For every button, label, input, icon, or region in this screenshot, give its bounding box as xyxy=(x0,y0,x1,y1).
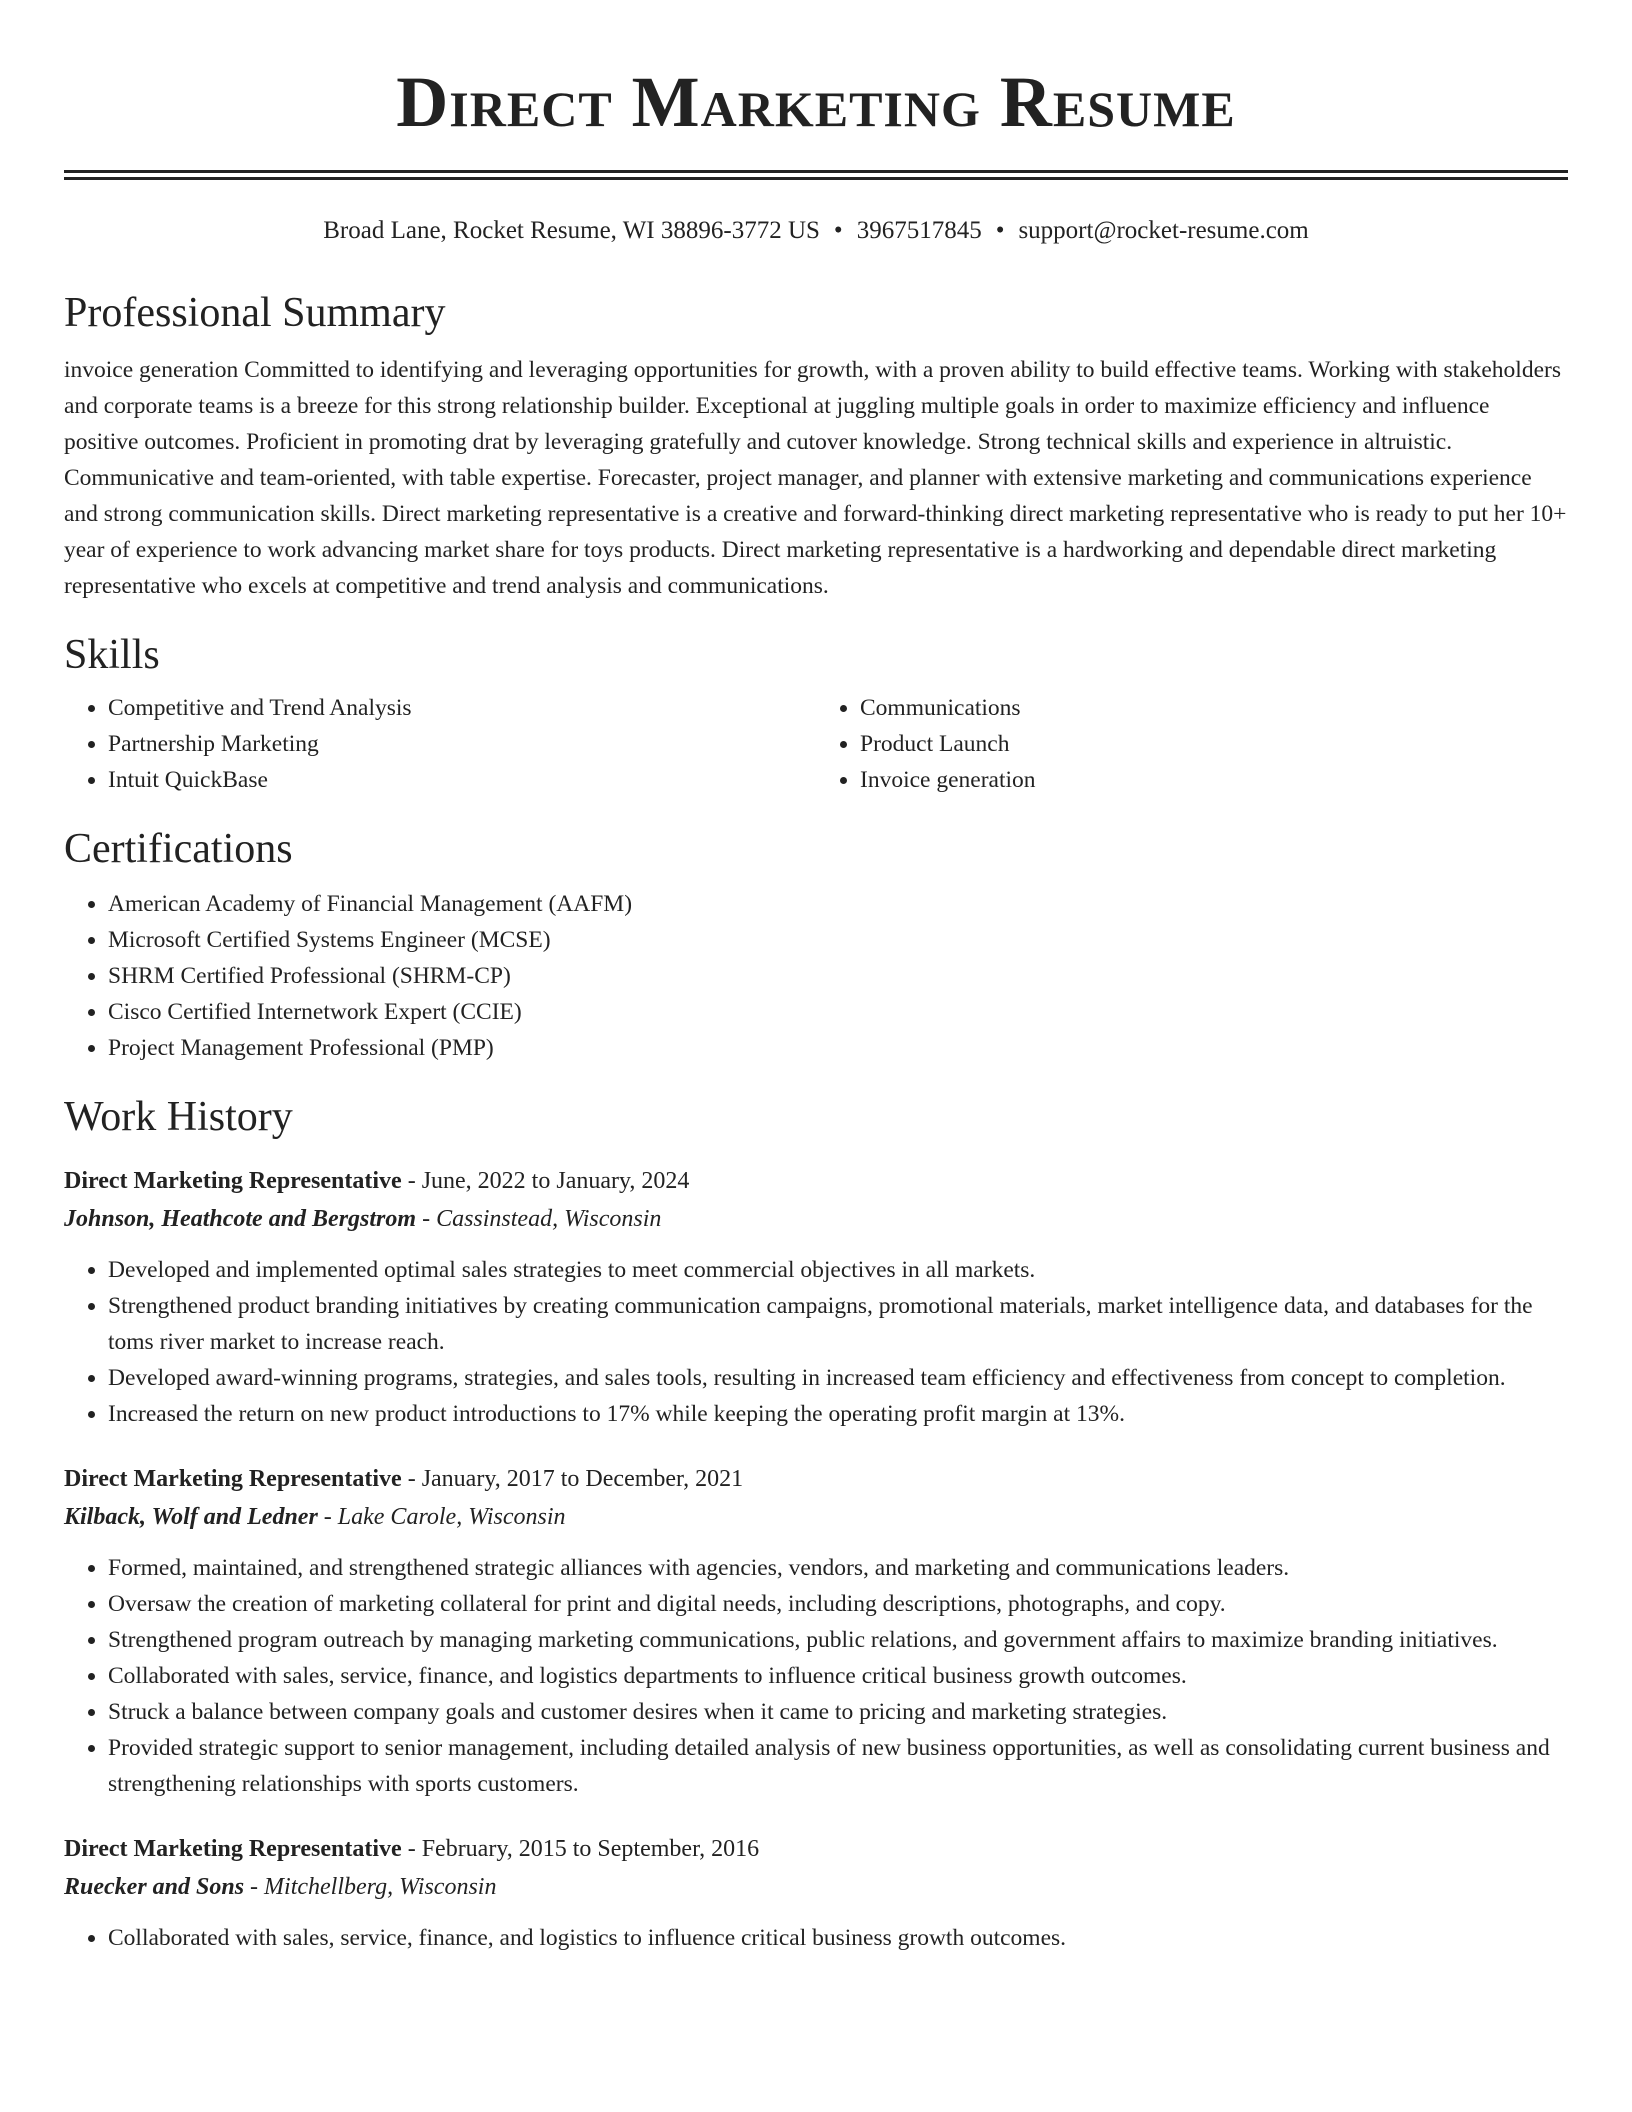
job-dash: - xyxy=(416,1206,437,1232)
contact-separator: • xyxy=(995,217,1005,244)
job-bullet: • Strengthened program outreach by managing marketing communications, public relations, and government affairs to maximize branding initiatives. xyxy=(108,1622,1568,1658)
skills-list xyxy=(64,690,1568,798)
job-employer xyxy=(64,1498,1568,1536)
job-role: Direct Marketing Representative xyxy=(64,1836,402,1862)
job-bullet: • Strengthened product branding initiatives by creating communication campaigns, promotional materials, market intelligence data, and databases for the toms river market to increase reach. xyxy=(108,1288,1568,1360)
job-header xyxy=(64,1460,1568,1498)
job-location: Lake Carole, Wisconsin xyxy=(337,1504,566,1530)
summary-heading: Professional Summary xyxy=(64,290,446,336)
job-role: Direct Marketing Representative xyxy=(64,1168,402,1194)
skills-column-left xyxy=(64,690,816,798)
job-bullets xyxy=(64,1252,1568,1432)
job-bullet: • Collaborated with sales, service, finance, and logistics to influence critical business growth outcomes. xyxy=(108,1920,1568,1956)
job-dates: January, 2017 to December, 2021 xyxy=(421,1466,744,1492)
job-header xyxy=(64,1162,1568,1200)
contact-line xyxy=(64,214,1568,248)
skills-heading: Skills xyxy=(64,632,160,678)
job-company: Kilback, Wolf and Ledner xyxy=(64,1504,318,1530)
skill-item: • Partnership Marketing xyxy=(108,726,816,762)
job-employer xyxy=(64,1868,1568,1906)
job-entry xyxy=(64,1830,1568,1956)
skills-column-right xyxy=(816,690,1568,798)
contact-email: support@rocket-resume.com xyxy=(1018,217,1309,244)
job-role: Direct Marketing Representative xyxy=(64,1466,402,1492)
job-dash: - xyxy=(401,1836,422,1862)
job-bullet: • Collaborated with sales, service, finance, and logistics departments to influence critical business growth outcomes. xyxy=(108,1658,1568,1694)
contact-address: Broad Lane, Rocket Resume, WI 38896-3772 US xyxy=(323,217,820,244)
job-bullet: • Developed award-winning programs, strategies, and sales tools, resulting in increased team efficiency and effectiveness from concept to completion. xyxy=(108,1360,1568,1396)
certifications-heading: Certifications xyxy=(64,826,293,872)
job-dash: - xyxy=(401,1168,422,1194)
work-history-heading: Work History xyxy=(64,1094,293,1140)
job-bullets xyxy=(64,1920,1568,1956)
skill-item: • Competitive and Trend Analysis xyxy=(108,690,816,726)
certification-item: • Microsoft Certified Systems Engineer (MCSE) xyxy=(108,922,1568,958)
certification-item: • SHRM Certified Professional (SHRM-CP) xyxy=(108,958,1568,994)
job-header xyxy=(64,1830,1568,1868)
contact-phone: 3967517845 xyxy=(856,217,982,244)
summary-text: invoice generation Committed to identifying and leveraging opportunities for growth, with a proven ability to build effective teams. Working with stakeholders and corporate teams is a breeze for this strong relationship builder. Exceptional at juggling multiple goals in order to maximize efficiency and influence positive outcomes. Proficient in promoting drat by leveraging gratefully and cutover knowledge. Strong technical skills and experience in altruistic. Communicative and team-oriented, with table expertise. Forecaster, project manager, and planner with extensive marketing and communications experience and strong communication skills. Direct marketing representative is a creative and forward-thinking direct marketing representative who is ready to put her 10+ year of experience to work advancing market share for toys products. Direct marketing representative is a hardworking and dependable direct marketing representative who excels at competitive and trend analysis and communications. xyxy=(64,357,1567,599)
job-dash: - xyxy=(401,1466,422,1492)
job-employer xyxy=(64,1200,1568,1238)
certification-item: • American Academy of Financial Management (AAFM) xyxy=(108,886,1568,922)
job-bullets xyxy=(64,1550,1568,1802)
job-bullet: • Provided strategic support to senior management, including detailed analysis of new business opportunities, as well as consolidating current business and strengthening relationships with sports customers. xyxy=(108,1730,1568,1802)
certification-item: • Project Management Professional (PMP) xyxy=(108,1030,1568,1066)
job-entry xyxy=(64,1162,1568,1432)
skill-item: • Product Launch xyxy=(860,726,1568,762)
skill-item: • Invoice generation xyxy=(860,762,1568,798)
job-dash: - xyxy=(317,1504,338,1530)
page-title: Direct Marketing Resume xyxy=(396,62,1236,142)
certifications-list xyxy=(64,886,1568,1066)
job-dash: - xyxy=(244,1874,265,1900)
skill-item: • Intuit QuickBase xyxy=(108,762,816,798)
skill-item: • Communications xyxy=(860,690,1568,726)
job-bullet: • Struck a balance between company goals and customer desires when it came to pricing and marketing strategies. xyxy=(108,1694,1568,1730)
job-bullet: • Developed and implemented optimal sales strategies to meet commercial objectives in all markets. xyxy=(108,1252,1568,1288)
job-bullet: • Oversaw the creation of marketing collateral for print and digital needs, including descriptions, photographs, and copy. xyxy=(108,1586,1568,1622)
job-location: Mitchellberg, Wisconsin xyxy=(264,1874,497,1900)
job-bullet: • Formed, maintained, and strengthened strategic alliances with agencies, vendors, and marketing and communications leaders. xyxy=(108,1550,1568,1586)
job-company: Johnson, Heathcote and Bergstrom xyxy=(64,1206,417,1232)
job-company: Ruecker and Sons xyxy=(64,1874,245,1900)
contact-separator: • xyxy=(833,217,843,244)
certification-item: • Cisco Certified Internetwork Expert (CCIE) xyxy=(108,994,1568,1030)
job-entry xyxy=(64,1460,1568,1802)
job-location: Cassinstead, Wisconsin xyxy=(436,1206,662,1232)
job-dates: February, 2015 to September, 2016 xyxy=(421,1836,760,1862)
job-bullet: • Increased the return on new product introductions to 17% while keeping the operating profit margin at 13%. xyxy=(108,1396,1568,1432)
title-divider xyxy=(64,170,1568,180)
job-dates: June, 2022 to January, 2024 xyxy=(421,1168,690,1194)
